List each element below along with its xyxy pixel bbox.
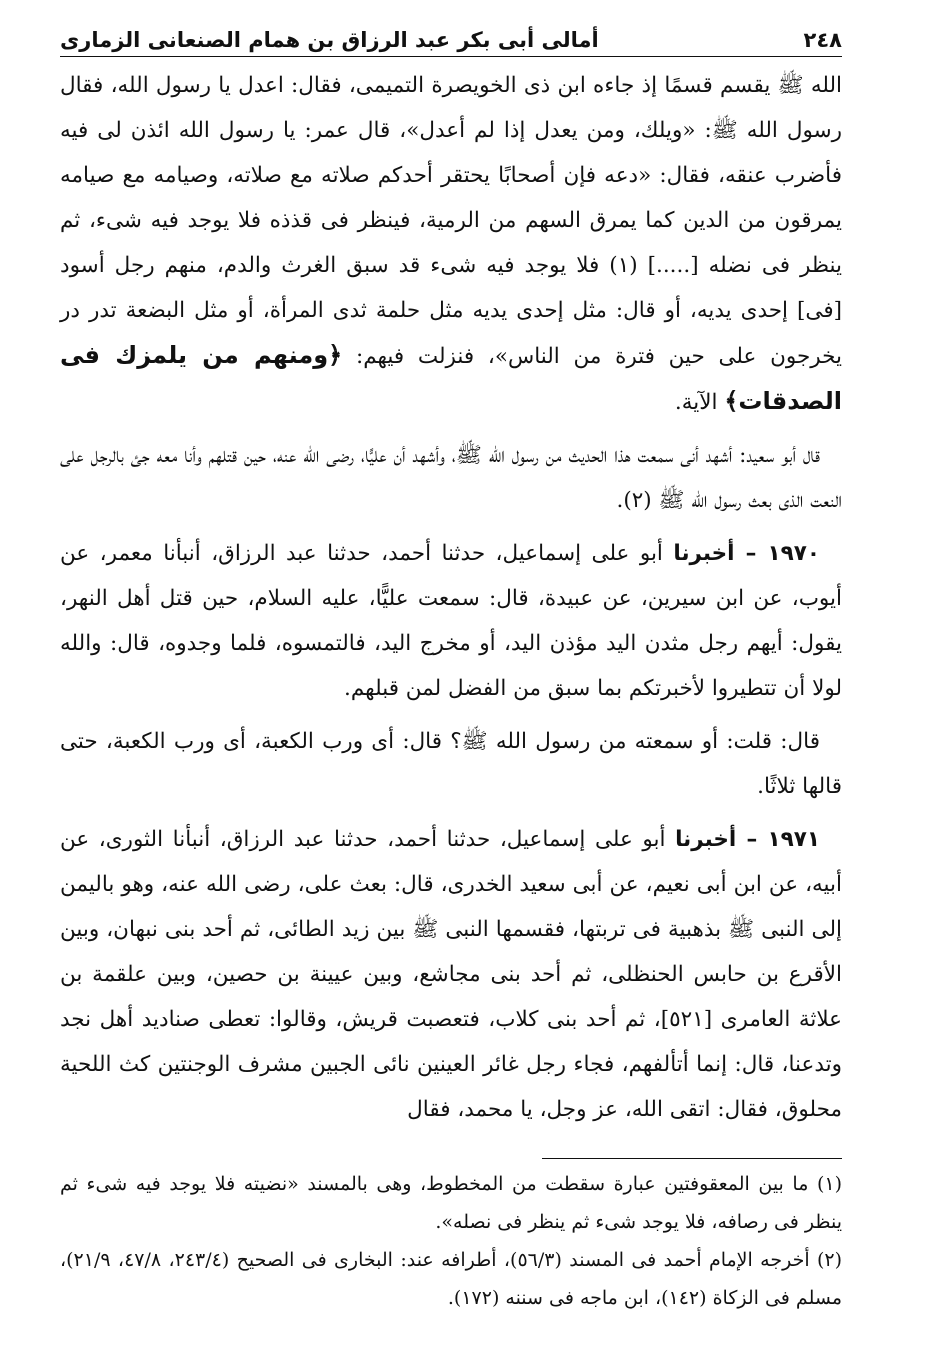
document-page	[60, 28, 842, 1328]
paragraph-2: قال أبو سعيد: أشهد أنى سمعت هذا الحديث من رسول الله ﷺ، وأشهد أن عليًّا، رضى الله عنه، حين قتلهم وأنا معه جئ بالرجل على النعت الذى بعث رسول الله ﷺ (٢).	[60, 443, 842, 513]
footnote-divider	[542, 1158, 842, 1159]
hadith-1970-text: أبو على إسماعيل، حدثنا أحمد، حدثنا عبد الرزاق، أنبأنا معمر، عن أيوب، عن ابن سيرين، عن عبيدة، قال: سمعت عليًّا، عليه السلام، حين قتل أهل النهر، يقول: أيهم رجل مثدن اليد مؤذن اليد، أو مخرج اليد، فالتمسوه، فلما وجدوه، قال: والله لولا أن تتطيروا لأخبرتكم بما سبق من الفضل لمن قبلهم.	[60, 541, 842, 701]
hadith-1970-number: ١٩٧٠ – أخبرنا	[673, 541, 820, 566]
running-header	[60, 28, 842, 57]
footnote-2: (٢) أخرجه الإمام أحمد فى المسند (٥٦/٣)، أطرافه عند: البخارى فى الصحيح (٢٤٣/٤، ٤٧/٨، ٢١/٩)، مسلم فى الزكاة (١٤٢)، ابن ماجه فى سننه (١٧٢).	[60, 1249, 843, 1309]
hadith-1970	[60, 531, 842, 711]
footnotes	[60, 1165, 842, 1317]
paragraph-1-tail: الآية.	[674, 390, 725, 415]
footnote-1: (١) ما بين المعقوفتين عبارة سقطت من المخطوط، وهى بالمسند «نضيته فلا يوجد فيه شىء ثم ينظر فى رصافه، فلا يوجد شىء ثم ينظر فى نصله».	[60, 1173, 842, 1233]
paragraph-4: قال: قلت: أو سمعته من رسول الله ﷺ؟ قال: أى ورب الكعبة، أى ورب الكعبة، حتى قالها ثلاثًا.	[60, 729, 842, 799]
book-title: أمالى أبى بكر عبد الرزاق بن همام الصنعانى الزمارى	[60, 28, 599, 52]
hadith-1971-text: أبو على إسماعيل، حدثنا أحمد، حدثنا عبد الرزاق، أنبأنا الثورى، عن أبيه، عن ابن أبى نعيم، عن أبى سعيد الخدرى، قال: بعث على، رضى الله عنه، وهو باليمن إلى النبى ﷺ بذهبية فى تربتها، فقسمها النبى ﷺ بين زيد الطائى، ثم أحد بنى نبهان، وبين الأقرع بن حابس الحنظلى، ثم أحد بنى مجاشع، وبين عيينة بن حصين، وبين علقمة بن علاثة العامرى [٥٢١]، ثم أحد بنى كلاب، فتعصبت قريش، وقالوا: تعطى صناديد أهل نجد وتدعنا، قال: إنما أتألفهم، فجاء رجل غائر العينين نائى الجبين مشرف الوجنتين كث اللحية محلوق، فقال: اتقى الله، عز وجل، يا محمد، فقال	[60, 827, 842, 1122]
paragraph-1-text: الله ﷺ يقسم قسمًا إذ جاءه ابن ذى الخويصرة التميمى، فقال: اعدل يا رسول الله، فقال رسول الله ﷺ: «ويلك، ومن يعدل إذا لم أعدل»، قال عمر: يا رسول الله ائذن لى فيه فأضرب عنقه، فقال: «دعه فإن أصحابًا يحتقر أحدكم صلاته مع صلاته، وصيامه مع صيامه يمرقون من الدين كما يمرق السهم من الرمية، فينظر فى قذذه فلا يوجد فيه شىء، ثم ينظر فى نضله [.....] (١) فلا يوجد فيه شىء قد سبق الغرث والدم، منهم رجل أسود [فى] إحدى يديه، أو قال: مثل إحدى يديه مثل حلمة ثدى المرأة، أو مثل البضعة تدر در يخرجون على حين فترة من الناس»، فنزلت فيهم:	[60, 73, 842, 369]
hadith-1971-number: ١٩٧١ – أخبرنا	[675, 827, 820, 852]
page-number: ٢٤٨	[803, 28, 842, 52]
main-text	[60, 63, 842, 1132]
paragraph-1	[60, 63, 842, 425]
quran-verse: ﴿ومنهم من يلمزك فى الصدقات﴾	[60, 341, 842, 415]
hadith-1971	[60, 817, 842, 1132]
